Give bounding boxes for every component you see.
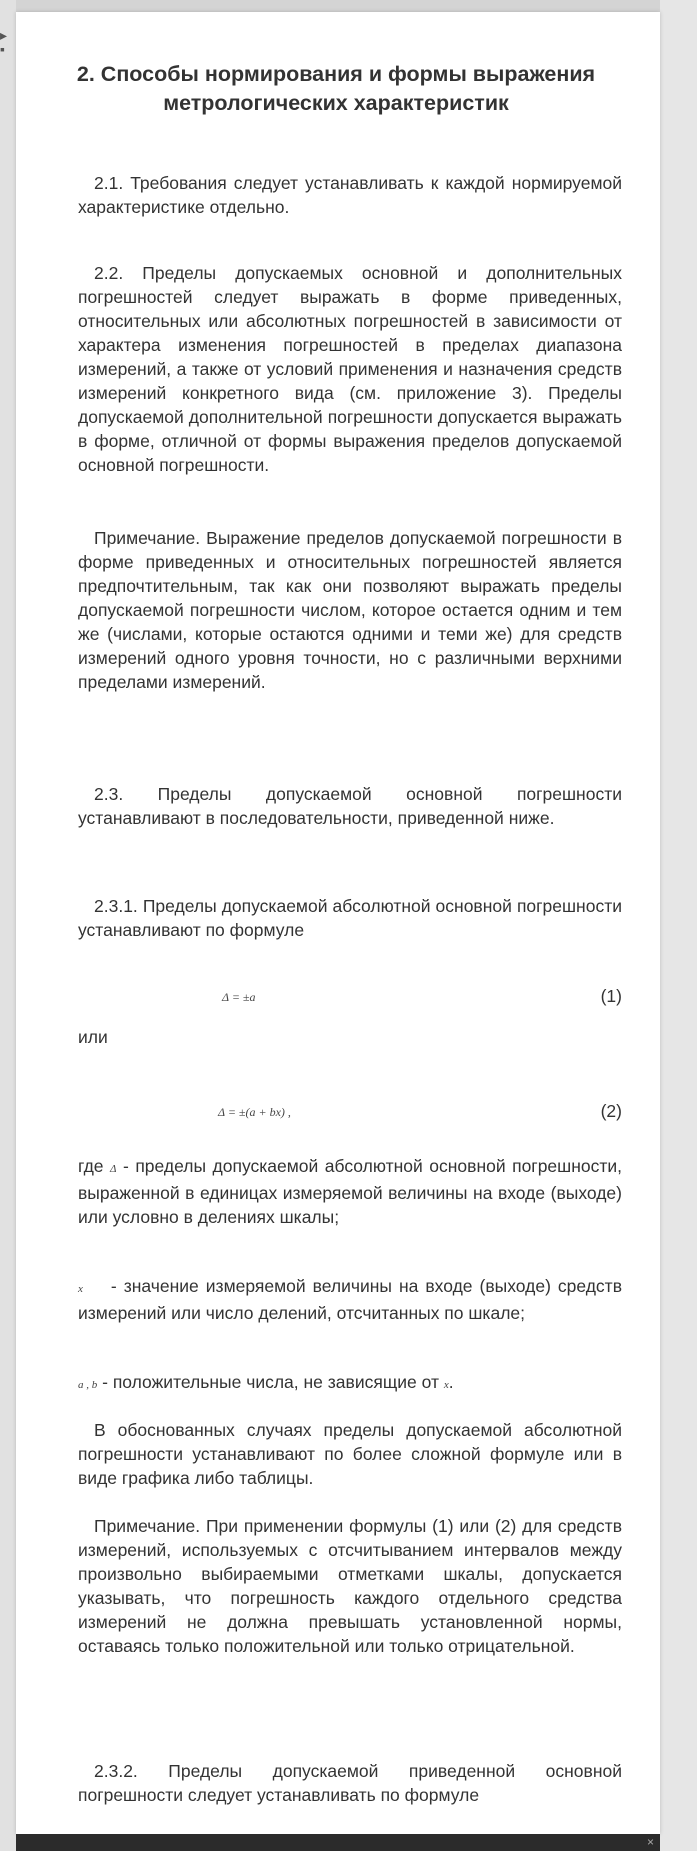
paragraph-justified-cases: В обоснованных случаях пределы допускаемой абсолютной погрешности устанавливают по более сложной формуле или в виде графика либо таблицы. [78,1420,622,1488]
paragraph-2-3-2: 2.3.2. Пределы допускаемой приведенной основной погрешности следует устанавливать по формуле [78,1761,622,1805]
paragraph-2-1: 2.1. Требования следует устанавливать к каждой нормируемой характеристике отдельно. [78,173,622,217]
formula-2: Δ = ±(a + bx) , [218,1105,291,1119]
or-text: или [78,1027,108,1047]
ab-symbols: a , b [78,1379,98,1391]
close-icon[interactable]: × [646,1835,654,1849]
top-shade [0,0,697,12]
left-gutter [0,0,16,1851]
formula-2-number: (2) [600,1101,622,1121]
bottom-bar [16,1834,660,1851]
page-title: 2. Способы нормирования и формы выражения метрологических характеристик [76,62,596,115]
paragraph-2-3: 2.3. Пределы допускаемой основной погрешности устанавливают в последовательности, приведенной ниже. [78,784,622,828]
paragraph-2-2: 2.2. Пределы допускаемых основной и дополнительных погрешностей следует выражать в форме приведенных, относительных или абсолютных погрешностей в зависимости от характера изменения погрешностей в пределах диапазона измерений, а также от условий применения и назначения средств измерений конкретного вида (см. приложение 3). Пределы допускаемой дополнительной погрешности допускается выражать в форме, отличной от формы выражения пределов допускаемой основной погрешности. [78,263,622,475]
delta-symbol: Δ [110,1163,117,1175]
scrollbar-track[interactable] [660,0,697,1851]
formula-1-number: (1) [600,986,622,1006]
note-2: Примечание. При применении формулы (1) или (2) для средств измерений, используемых с отсчитыванием интервалов между произвольно выбираемыми отметками шкалы, допускается указывать, что погрешность каждого отдельного средства измерений не должна превышать установленной нормы, оставаясь только положительной или только отрицательной. [78,1516,622,1656]
paragraph-2-3-1: 2.3.1. Пределы допускаемой абсолютной основной погрешности устанавливают по формуле [78,896,622,940]
document-page [16,12,660,1834]
where-definition: где Δ - пределы допускаемой абсолютной основной погрешности, выраженной в единицах измеряемой величины на входе (выходе) или условно в делениях шкалы; [78,1156,622,1227]
ab-definition: a , b - положительные числа, не зависящие от x. [78,1372,454,1392]
formula-1: Δ = ±a [222,990,256,1004]
x-definition: x - значение измеряемой величины на входе (выходе) средств измерений или число делений, отсчитанных по шкале; [78,1276,622,1323]
left-edge-icon: ▸ ▪ [0,27,8,57]
note-1: Примечание. Выражение пределов допускаемой погрешности в форме приведенных и относительных погрешностей является предпочтительным, так как они позволяют выражать пределы допускаемой погрешности числом, которое остается одним и тем же (числами, которые остаются одними и теми же) для средств измерений одного уровня точности, но с различными верхними пределами измерений. [78,528,622,692]
x-symbol: x [78,1283,83,1295]
